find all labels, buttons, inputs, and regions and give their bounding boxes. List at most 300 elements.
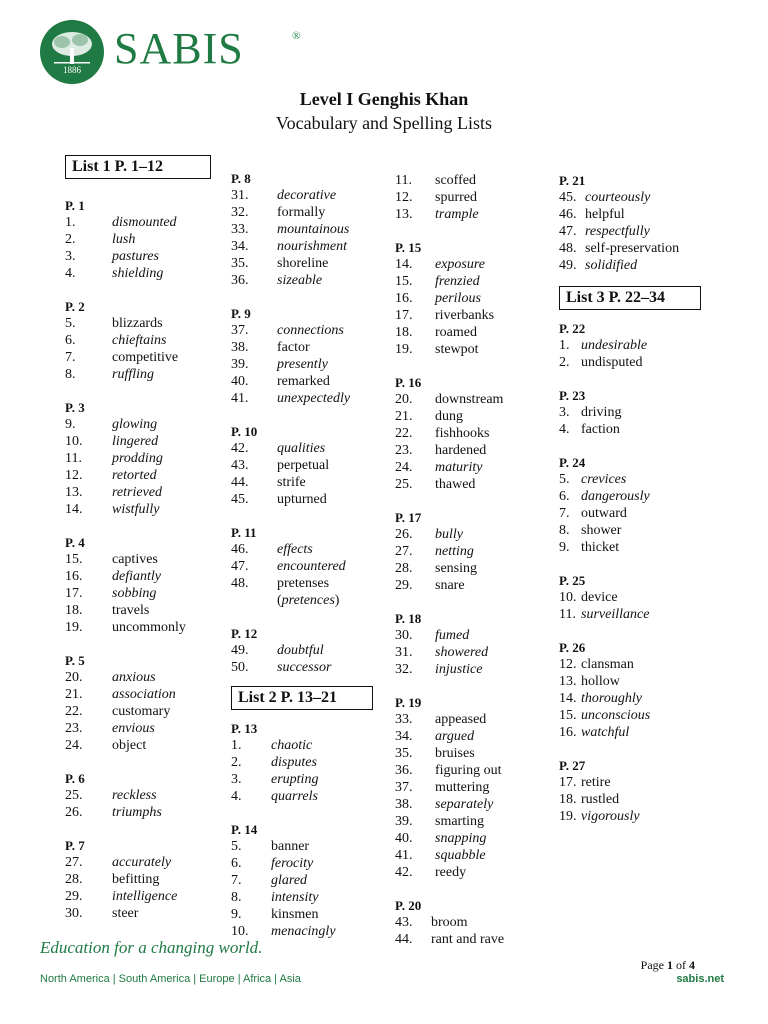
item-number: 16. — [65, 569, 83, 584]
item-number: 11. — [65, 451, 82, 466]
item-number: 32. — [231, 205, 249, 220]
vocab-word: roamed — [435, 325, 477, 340]
vocab-word: encountered — [277, 559, 346, 574]
item-number: 44. — [395, 932, 413, 947]
item-number: 24. — [65, 738, 83, 753]
vocab-word: glared — [271, 873, 308, 888]
vocab-item — [559, 589, 729, 606]
vocab-item — [65, 332, 225, 349]
vocab-word: solidified — [585, 258, 638, 273]
vocab-item — [559, 471, 729, 488]
item-number: 25. — [65, 788, 83, 803]
vocab-item — [395, 627, 555, 644]
item-number: 9. — [231, 907, 242, 922]
list-heading: List 1 P. 1–12 — [65, 155, 211, 179]
vocab-item — [65, 450, 225, 467]
page-heading: P. 6 — [65, 771, 85, 786]
registered-mark: ® — [292, 30, 301, 42]
item-number: 37. — [395, 780, 413, 795]
vocab-item — [65, 416, 225, 433]
page-heading: P. 1 — [65, 198, 85, 213]
vocab-item — [395, 526, 555, 543]
spacer — [231, 289, 396, 305]
item-number: 25. — [395, 477, 413, 492]
item-number: 2. — [559, 355, 570, 370]
item-number: 47. — [231, 559, 249, 574]
vocab-item — [231, 187, 396, 204]
website-link[interactable]: sabis.net — [676, 973, 724, 985]
item-number: 1. — [559, 338, 570, 353]
spacer — [65, 179, 225, 197]
item-number: 24. — [395, 460, 413, 475]
vocab-word: bully — [435, 527, 463, 542]
vocab-item — [231, 474, 396, 491]
vocab-item — [395, 324, 555, 341]
item-number: 37. — [231, 323, 249, 338]
vocab-item — [231, 491, 396, 508]
vocab-item — [559, 791, 729, 808]
vocab-item — [559, 522, 729, 539]
page-heading: P. 16 — [395, 375, 422, 390]
spacer — [559, 556, 729, 572]
item-number: 14. — [395, 257, 413, 272]
vocab-word: courteously — [585, 190, 651, 205]
vocab-item — [395, 543, 555, 560]
item-number: 3. — [231, 772, 242, 787]
vocab-item — [65, 248, 225, 265]
spacer — [395, 358, 555, 374]
vocab-word: intensity — [271, 890, 319, 905]
vocab-item — [559, 337, 729, 354]
vocab-word: watchful — [581, 725, 630, 740]
item-number: 29. — [65, 889, 83, 904]
page-heading: P. 4 — [65, 535, 85, 550]
vocab-item — [559, 539, 729, 556]
vocab-item — [65, 366, 225, 383]
item-number: 11. — [559, 607, 576, 622]
spacer — [395, 493, 555, 509]
vocab-word: defiantly — [112, 569, 161, 584]
item-number: 38. — [395, 797, 413, 812]
vocab-word: reedy — [435, 865, 467, 880]
vocab-word: erupting — [271, 772, 319, 787]
item-number: 12. — [65, 468, 83, 483]
vocab-word: dismounted — [112, 215, 177, 230]
list-heading: List 3 P. 22–34 — [559, 286, 701, 310]
vocab-word: downstream — [435, 392, 504, 407]
vocab-item — [395, 813, 555, 830]
item-number: 36. — [231, 273, 249, 288]
page-heading: P. 5 — [65, 653, 85, 668]
vocab-word: steer — [112, 906, 139, 921]
vocab-word: chieftains — [112, 333, 167, 348]
item-number: 15. — [395, 274, 413, 289]
item-number: 19. — [65, 620, 83, 635]
vocab-word: helpful — [585, 207, 625, 222]
vocab-word: travels — [112, 603, 150, 618]
item-number: 29. — [395, 578, 413, 593]
item-number: 8. — [559, 523, 570, 538]
vocab-word: outward — [581, 506, 627, 521]
vocab-item — [231, 322, 396, 339]
item-number: 31. — [231, 188, 249, 203]
item-number: 16. — [395, 291, 413, 306]
item-number: 27. — [395, 544, 413, 559]
item-number: 13. — [395, 207, 413, 222]
page-number: Page 1 of 4 — [640, 958, 695, 972]
vocab-item — [231, 457, 396, 474]
vocab-item — [559, 724, 729, 741]
item-number: 7. — [559, 506, 570, 521]
item-number: 5. — [65, 316, 76, 331]
item-number: 28. — [395, 561, 413, 576]
vocab-word: separately — [435, 797, 494, 812]
alt-spelling — [231, 592, 396, 609]
vocab-word: shielding — [112, 266, 164, 281]
vocab-item — [559, 189, 729, 206]
spacer — [559, 741, 729, 757]
vocab-item — [395, 796, 555, 813]
vocab-item — [231, 255, 396, 272]
vocab-word: pretenses — [277, 576, 330, 591]
page-heading: P. 27 — [559, 758, 586, 773]
item-number: 11. — [395, 173, 412, 188]
vocab-item — [231, 575, 396, 592]
vocab-item — [231, 889, 396, 906]
vocab-word: presently — [277, 357, 328, 372]
vocab-word: exposure — [435, 257, 486, 272]
page-heading: P. 13 — [231, 721, 258, 736]
alt-spelling-text — [277, 592, 339, 609]
page-heading: P. 2 — [65, 299, 85, 314]
vocab-item — [559, 257, 729, 274]
page-heading: P. 17 — [395, 510, 422, 525]
vocab-item — [395, 476, 555, 493]
vocab-word: factor — [277, 340, 310, 355]
page-heading: P. 20 — [395, 898, 422, 913]
vocab-item — [231, 373, 396, 390]
item-number: 4. — [231, 789, 242, 804]
item-number: 38. — [231, 340, 249, 355]
vocab-word: spurred — [435, 190, 477, 205]
vocab-word: rant and rave — [431, 932, 505, 947]
vocab-item — [559, 808, 729, 825]
vocab-item — [395, 745, 555, 762]
item-number: 41. — [231, 391, 249, 406]
vocab-word: netting — [435, 544, 474, 559]
item-number: 18. — [395, 325, 413, 340]
page-heading: P. 18 — [395, 611, 422, 626]
item-number: 35. — [231, 256, 249, 271]
vocab-item — [395, 762, 555, 779]
vocab-item — [559, 488, 729, 505]
vocab-item — [395, 577, 555, 594]
spacer — [65, 518, 225, 534]
document-title: Level I Genghis Khan — [299, 89, 469, 109]
vocab-item — [231, 356, 396, 373]
vocab-item — [231, 788, 396, 805]
vocab-word: pastures — [112, 249, 159, 264]
vocab-item — [395, 830, 555, 847]
vocab-item — [395, 391, 555, 408]
vocab-word: muttering — [435, 780, 490, 795]
item-number: 10. — [559, 590, 577, 605]
vocab-item — [231, 204, 396, 221]
item-number: 26. — [395, 527, 413, 542]
vocab-item — [65, 905, 225, 922]
vocab-item — [65, 703, 225, 720]
vocab-word: frenzied — [435, 274, 480, 289]
vocab-word: thicket — [581, 540, 620, 555]
vocab-word: fumed — [435, 628, 470, 643]
vocab-item — [559, 240, 729, 257]
item-number: 39. — [231, 357, 249, 372]
vocab-item — [231, 771, 396, 788]
vocab-word: lush — [112, 232, 136, 247]
vocab-word: undisputed — [581, 355, 643, 370]
vocab-word: undesirable — [581, 338, 648, 353]
item-number: 26. — [65, 805, 83, 820]
page-heading: P. 11 — [231, 525, 257, 540]
vocab-item — [395, 425, 555, 442]
vocab-item — [395, 864, 555, 881]
spacer — [559, 371, 729, 387]
vocab-word: perpetual — [277, 458, 330, 473]
vocab-item — [65, 720, 225, 737]
vocab-word: snare — [435, 578, 465, 593]
spacer — [65, 282, 225, 298]
spacer — [559, 310, 729, 320]
page-heading: P. 22 — [559, 321, 586, 336]
vocab-word: retire — [581, 775, 611, 790]
vocab-item — [65, 787, 225, 804]
vocab-item — [65, 804, 225, 821]
item-number: 40. — [231, 374, 249, 389]
item-number: 8. — [65, 367, 76, 382]
vocab-item — [231, 558, 396, 575]
vocab-item — [395, 290, 555, 307]
item-number: 28. — [65, 872, 83, 887]
vocab-item — [395, 459, 555, 476]
vocab-item — [231, 221, 396, 238]
brand-name: SABIS — [114, 24, 244, 73]
item-number: 10. — [231, 924, 249, 939]
item-number: 42. — [395, 865, 413, 880]
item-number: 5. — [559, 472, 570, 487]
item-number: 18. — [65, 603, 83, 618]
spacer — [231, 676, 396, 686]
item-number: 17. — [559, 775, 577, 790]
spacer — [395, 881, 555, 897]
item-number: 49. — [231, 643, 249, 658]
item-number: 42. — [231, 441, 249, 456]
vocab-item — [65, 349, 225, 366]
vocab-word: lingered — [112, 434, 159, 449]
vocab-word: shoreline — [277, 256, 329, 271]
vocab-word: uncommonly — [112, 620, 186, 635]
item-number: 9. — [65, 417, 76, 432]
vocab-item — [231, 872, 396, 889]
vocab-item — [395, 341, 555, 358]
vocab-word: argued — [435, 729, 475, 744]
vocab-item — [231, 440, 396, 457]
vocab-word: chaotic — [271, 738, 313, 753]
item-number: 2. — [65, 232, 76, 247]
vocab-item — [65, 888, 225, 905]
vocab-word: formally — [277, 205, 326, 220]
spacer — [559, 623, 729, 639]
item-number: 48. — [231, 576, 249, 591]
item-number: 23. — [395, 443, 413, 458]
vocab-item — [395, 847, 555, 864]
vocab-item — [65, 551, 225, 568]
vocab-item — [231, 541, 396, 558]
vocab-item — [559, 354, 729, 371]
vocab-word: befitting — [112, 872, 160, 887]
vocab-item — [395, 661, 555, 678]
regions-list: North America | South America | Europe | Africa | Asia — [40, 973, 301, 985]
paren-open: ( — [277, 593, 282, 608]
vocab-item — [231, 754, 396, 771]
vocab-item — [65, 585, 225, 602]
vocab-word: snapping — [435, 831, 487, 846]
vocab-word: rustled — [581, 792, 620, 807]
item-number: 50. — [231, 660, 249, 675]
vocab-item — [231, 906, 396, 923]
list-heading: List 2 P. 13–21 — [231, 686, 373, 710]
vocab-word: perilous — [435, 291, 481, 306]
vocab-word: shower — [581, 523, 622, 538]
item-number: 21. — [65, 687, 83, 702]
spacer — [559, 438, 729, 454]
item-number: 22. — [65, 704, 83, 719]
vocab-word: envious — [112, 721, 155, 736]
vocab-word: mountainous — [277, 222, 350, 237]
vocab-word: decorative — [277, 188, 337, 203]
item-number: 13. — [559, 674, 577, 689]
item-number: 6. — [559, 489, 570, 504]
spacer — [231, 710, 396, 720]
vocab-item — [395, 256, 555, 273]
vocab-item — [65, 619, 225, 636]
vocab-item — [65, 686, 225, 703]
item-number: 4. — [559, 422, 570, 437]
vocab-word: unexpectedly — [277, 391, 351, 406]
vocab-item — [65, 484, 225, 501]
vocab-item — [395, 779, 555, 796]
vocab-word: sensing — [435, 561, 477, 576]
vocab-item — [395, 931, 555, 948]
item-number: 33. — [395, 712, 413, 727]
vocab-item — [65, 265, 225, 282]
vocab-item — [395, 711, 555, 728]
item-number: 46. — [231, 542, 249, 557]
document-subtitle: Vocabulary and Spelling Lists — [275, 113, 493, 133]
vocab-word: bruises — [435, 746, 475, 761]
spacer — [395, 678, 555, 694]
alt-spelling-word: pretences — [281, 593, 335, 608]
item-number: 5. — [231, 839, 242, 854]
spacer — [395, 594, 555, 610]
item-number: 15. — [559, 708, 577, 723]
vocab-item — [395, 206, 555, 223]
item-number: 22. — [395, 426, 413, 441]
vocab-item — [559, 421, 729, 438]
vocab-item — [559, 707, 729, 724]
vocab-word: self-preservation — [585, 241, 680, 256]
item-number: 39. — [395, 814, 413, 829]
vocab-word: strife — [277, 475, 306, 490]
page-heading: P. 21 — [559, 173, 586, 188]
vocab-word: thoroughly — [581, 691, 642, 706]
spacer — [65, 383, 225, 399]
item-number: 6. — [231, 856, 242, 871]
vocab-word: hardened — [435, 443, 487, 458]
item-number: 43. — [231, 458, 249, 473]
vocab-item — [559, 606, 729, 623]
item-number: 3. — [65, 249, 76, 264]
vocab-item — [65, 737, 225, 754]
vocab-word: smarting — [435, 814, 484, 829]
page-heading: P. 10 — [231, 424, 258, 439]
vocab-item — [65, 602, 225, 619]
spacer — [395, 223, 555, 239]
vocab-word: injustice — [435, 662, 483, 677]
vocab-word: effects — [277, 542, 313, 557]
item-number: 10. — [65, 434, 83, 449]
vocab-word: sizeable — [277, 273, 323, 288]
vocab-item — [231, 272, 396, 289]
vocab-word: menacingly — [271, 924, 336, 939]
page-heading: P. 25 — [559, 573, 586, 588]
vocab-word: vigorously — [581, 809, 640, 824]
item-number: 49. — [559, 258, 577, 273]
vocab-word: prodding — [112, 451, 163, 466]
item-number: 19. — [559, 809, 577, 824]
item-number: 12. — [395, 190, 413, 205]
vocab-word: trample — [435, 207, 479, 222]
document-title-block — [0, 88, 768, 136]
vocab-word: competitive — [112, 350, 179, 365]
item-number: 2. — [231, 755, 242, 770]
vocab-word: respectfully — [585, 224, 650, 239]
item-number: 35. — [395, 746, 413, 761]
vocab-word: broom — [431, 915, 468, 930]
vocab-word: appeased — [435, 712, 487, 727]
item-number: 41. — [395, 848, 413, 863]
vocab-item — [231, 238, 396, 255]
page-heading: P. 3 — [65, 400, 85, 415]
item-number: 1. — [65, 215, 76, 230]
vocab-word: scoffed — [435, 173, 476, 188]
vocab-word: ruffling — [112, 367, 155, 382]
item-number: 9. — [559, 540, 570, 555]
vocab-item — [231, 339, 396, 356]
vocab-item — [65, 854, 225, 871]
vocab-word: qualities — [277, 441, 326, 456]
page-heading: P. 26 — [559, 640, 586, 655]
item-number: 1. — [231, 738, 242, 753]
item-number: 3. — [559, 405, 570, 420]
vocab-item — [559, 656, 729, 673]
vocab-item — [559, 690, 729, 707]
vocab-word: anxious — [112, 670, 156, 685]
vocab-word: retrieved — [112, 485, 163, 500]
vocab-item — [559, 774, 729, 791]
vocab-item — [65, 871, 225, 888]
vocab-item — [65, 669, 225, 686]
vocab-item — [395, 914, 555, 931]
